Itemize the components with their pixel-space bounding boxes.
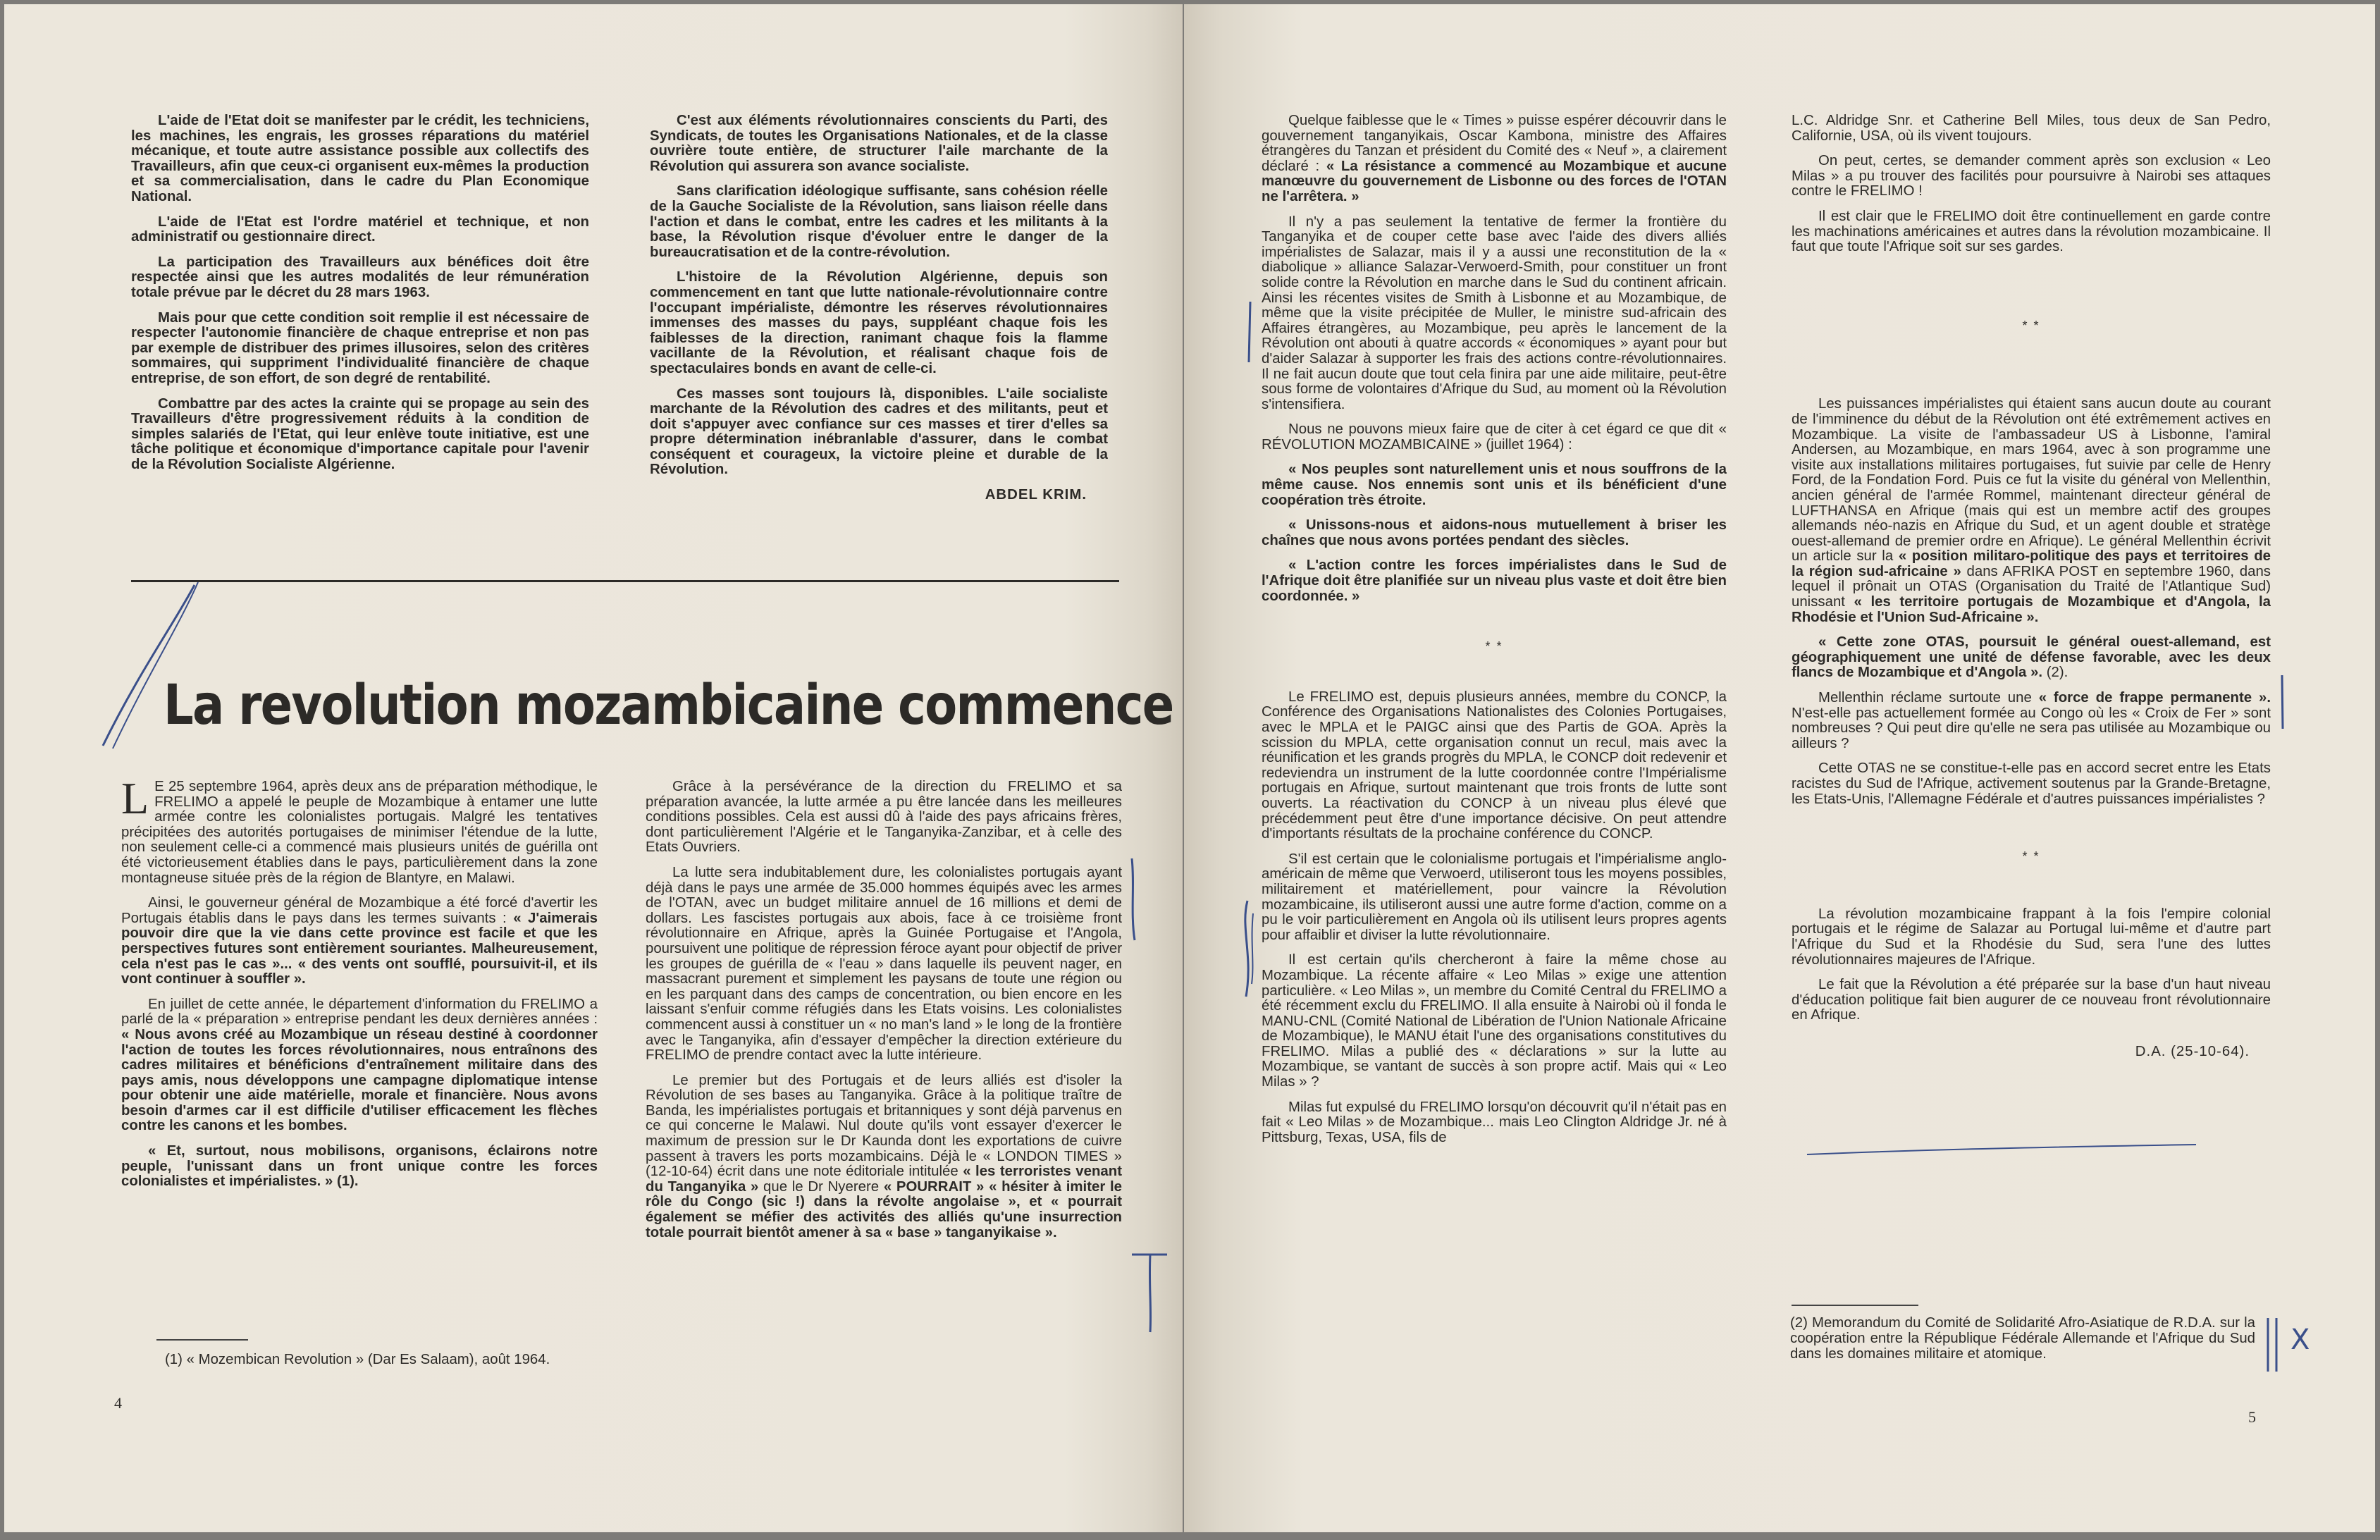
paragraph: Combattre par des actes la crainte qui se propage au sein des Travailleurs d'être progressivement réduits à la condition de simples salariés de l'Etat, qui leur enlève toute initiative, est une tâche politique et économique d'importance capitale pour l'avenir de la Révolution Socialiste Algérienne. [131,395,589,472]
section-divider [131,580,1119,582]
signature: D.A. (25-10-64). [2135,1043,2250,1059]
paragraph: En juillet de cette année, le département d'information du FRELIMO a parlé de la « préparation » entreprise pendant les deux dernières années : « Nous avons créé au Mozambique un réseau destiné à coordonner l'action de toutes les forces révolutionnaires, nous entraînons des cadres militaires et bénéficions d'entraînement militaire dans des pays amis, nous développons une campagne diplomatique intense pour obtenir une aide matérielle, morale et financière. Nous avons besoin d'armes car il est difficile d'utiliser efficacement les flèches contre les canons et les bombes. [121,996,598,1134]
drop-cap: L [121,780,149,823]
paragraph: « Et, surtout, nous mobilisons, organisons, éclairons notre peuple, l'unissant dans un front unique contre les forces colonialistes et impérialistes. » (1). [121,1143,598,1190]
margin-double-line-mark [2262,1317,2283,1373]
paragraph: On peut, certes, se demander comment après son exclusion « Leo Milas » a pu trouver des facilités pour poursuivre à Nairobi ses attaques contre le FRELIMO ! [1792,153,2271,199]
footnote: (2) Memorandum du Comité de Solidarité Afro-Asiatique de R.D.A. sur la coopération entre la République Fédérale Allemande et l'Afrique du Sud dans les domaines militaire et atomique. [1790,1315,2255,1362]
section-separator: * * [2022,318,2040,333]
paragraph: La participation des Travailleurs aux bénéfices doit être respectée ainsi que les autres modalités de leur rémunération totale prévue par le décret du 28 mars 1963. [131,254,589,300]
paragraph: C'est aux éléments révolutionnaires conscients du Parti, des Syndicats, de toutes les Organisations Nationales, et de la classe ouvrière toute entière, de structurer l'aile marchante de la Révolution qui assurera son avance socialiste. [650,113,1108,174]
left-page [4,4,1183,1532]
paragraph: Ainsi, le gouverneur général de Mozambique a été forcé d'avertir les Portugais établis dans le pays dans les termes suivants : « J'aimerais pouvoir dire que la vie dans cette province est facile et que les perspectives futures sont entièrement souriantes. Malheureusement, cela n'est pas le cas »... « des vents ont soufflé, poursuivit-il, et ils vont continuer à souffler ». [121,895,598,987]
margin-line-mark [1245,300,1256,364]
paragraph: « Cette zone OTAS, poursuit le général ouest-allemand, est géographiquement une unité de défense favorable, avec les deux flancs de Mozambique et d'Angola ». (2). [1792,634,2271,681]
paragraph: Il est certain qu'ils chercheront à faire la même chose au Mozambique. La récente affaire « Leo Milas » exige une attention particulière. « Leo Milas », un membre du Comité Central du FRELIMO a été récemment exclu du FRELIMO. Il alla ensuite à Nairobi où il fonda le MANU-CNL (Comité National de Libération de l'Union Nationale Africaine de Mozambique), le MANU était l'une des organisations constitutives du FRELIMO. Milas a publié des « déclarations » sur la lutte au Mozambique, se vantant de succès à son propre actif. Mais qui « Leo Milas » ? [1262,952,1727,1090]
margin-bracket-mark [1238,899,1259,998]
right-column-1 [1262,113,1727,1382]
article-column-1 [121,780,598,1336]
pen-underline-mark [1804,1139,2199,1160]
quote: « L'action contre les forces impérialistes dans le Sud de l'Afrique doit être planifiée sur un niveau plus vaste et doit être bien coordonnée. » [1262,558,1727,604]
left-top-column-2 [650,113,1108,533]
paragraph: L'histoire de la Révolution Algérienne, depuis son commencement en tant que lutte nationale-révolutionnaire contre l'occupant impérialiste, démontre les réserves révolutionnaires immenses des masses du pays, suppléant chaque fois les faiblesses de la direction, ranimant chaque fois la flamme vacillante de la Révolution, et réalisant chaque fois de spectaculaires bonds en avant de celle-ci. [650,269,1108,376]
margin-bracket-mark [1128,857,1142,942]
paragraph: Les puissances impérialistes qui étaient sans aucun doute au courant de l'imminence du début de la Révolution ont été extrêmement actives en Mozambique. La visite de l'ambassadeur US à Lisbonne, l'amiral Andersen, au Mozambique, en mars 1964, avec à son programme une visite aux installations militaires portugaises, fut suivie par celle de Henry Ford, de la Fondation Ford. Puis ce fut la visite du général von Mellenthin, ancien général de l'armée Rommel, maintenant directeur général de LUFTHANSA en Afrique (mais qui est un membre actif des groupes allemands néo-nazis en Afrique du Sud, et un agent double et stratège ouest-allemand de premier ordre en Afrique). Le général Mellenthin écrivit un article sur la « position militaro-politique des pays et territoires de la région sud-africaine » dans AFRIKA POST en septembre 1960, dans lequel il prônait un OTAS (Organisation du Traité de l'Atlantique Sud) unissant « les territoire portugais de Mozambique et d'Angola, la Rhodésie et l'Union Sud-Africaine ». [1792,396,2271,625]
paragraph: S'il est certain que le colonialisme portugais et l'impérialisme anglo-américain de même que Verwoerd, utiliseront tous les moyens possibles, militairement et matériellement, pour vaincre la Révolution mozambicaine, ils utiliseront aussi une autre forme d'action, comme on a pu le voir particulièrement en Angola où ils utilisent leurs propres agents pour affaiblir et diviser la lutte révolutionnaire. [1262,851,1727,943]
article-headline: La revolution mozambicaine commence [164,674,1173,737]
margin-line-mark [2276,674,2288,730]
paragraph: Le premier but des Portugais et de leurs alliés est d'isoler la Révolution de ses bases au Tanganyika. Grâce à la politique traître de Banda, les impérialistes portugais et britanniques y sont déjà parvenus en ce qui concerne le Malawi. Nul doute qu'ils vont essayer d'exercer le maximum de pression sur le Dr Kaunda dont les exportations de cuivre passent à travers les ports mozambicains. Déjà le « LONDON TIMES » (12-10-64) écrit dans une note éditoriale intitulée « les terroristes venant du Tanganyika » que le Dr Nyerere « POURRAIT » « hésiter à imiter le rôle du Congo (sic !) dans la révolte angolaise », et « pourrait également se méfier des activités des alliés qu'une insurrection totale pourrait bientôt amener à sa « base » tanganyikaise ». [646,1072,1122,1240]
section-separator: * * [1485,639,1503,654]
paragraph: La révolution mozambicaine frappant à la fois l'empire colonial portugais et le régime de Salazar au Portugal lui-même et d'autre part l'Afrique du Sud et la Rhodésie du Sud, sera l'une des luttes révolutionnaires majeures de l'Afrique. [1792,906,2271,968]
paragraph: Milas fut expulsé du FRELIMO lorsqu'on découvrit qu'il n'était pas en fait « Leo Milas » de Mozambique... mais Leo Clington Aldridge Jr. né à Pittsburg, Texas, USA, fils de [1262,1099,1727,1145]
signature: ABDEL KRIM. [985,487,1087,503]
page-number: 4 [114,1394,122,1412]
quote: « Nos peuples sont naturellement unis et nous souffrons de la même cause. Nos ennemis sont unis et ils bénéficient d'une coopération très étroite. [1262,462,1727,508]
paragraph: Nous ne pouvons mieux faire que de citer à cet égard ce que dit « RÉVOLUTION MOZAMBICAINE » (juillet 1964) : [1262,421,1727,452]
paragraph: Quelque faiblesse que le « Times » puisse espérer découvrir dans le gouvernement tanganyikais, Oscar Kambona, ministre des Affaires étrangères du Tanzan et président du Comité des « Neuf », a clairement déclaré : « La résistance a commencé au Mozambique et aucune manœuvre du gouvernement de Lisbonne ou des forces de l'OTAN ne l'arrêtera. » [1262,113,1727,204]
paragraph: L.C. Aldridge Snr. et Catherine Bell Miles, tous deux de San Pedro, Californie, USA, où ils vivent toujours. [1792,113,2271,144]
section-separator: * * [2022,849,2040,864]
footnote-rule [1792,1305,1918,1306]
left-top-column-1 [131,113,589,533]
paragraph: Sans clarification idéologique suffisante, sans cohésion réelle de la Gauche Socialiste de la Révolution, sans liaison réelle dans l'action et dans le combat, entre les cadres et les militants à la base, la Révolution risque d'évoluer entre le danger de la bureaucratisation et de la contre-révolution. [650,183,1108,260]
paragraph: L'aide de l'Etat est l'ordre matériel et technique, et non administratif ou gestionnaire direct. [131,214,589,245]
paragraph: L E 25 septembre 1964, après deux ans de préparation méthodique, le FRELIMO a appelé le peuple de Mozambique à entamer une lutte armée contre les colonialistes portugais. Malgré les tentatives précipitées des autorités portugaises de minimiser l'étendue de la lutte, non seulement celle-ci a commencé mais plusieurs unités de guérilla ont été victorieusement établies dans le pays, particulièrement dans la zone montagneuse située près de la région de Blantyre, en Malawi. [121,780,598,886]
quote: « Unissons-nous et aidons-nous mutuellement à briser les chaînes que nous avons portées pendant des siècles. [1262,517,1727,548]
paragraph: Mais pour que cette condition soit remplie il est nécessaire de respecter l'autonomie financière de chaque entreprise et non pas par exemple de distribuer des primes illusoires, selon des critères sommaires, qui suppriment l'individualité financière de chaque entreprise, de son effort, de son degré de rentabilité. [131,309,589,386]
paragraph: La lutte sera indubitablement dure, les colonialistes portugais ayant déjà dans le pays une armée de 35.000 hommes équipés avec les armes de l'OTAN, avec un budget militaire annuel de 16 millions et demi de dollars. Les fascistes portugais aux abois, face à ce troisième front révolutionnaire en Afrique, après la Guinée Portugaise et l'Angola, poursuivent une politique de répression féroce ayant pour objectif de priver les groupes de guérilla de « l'eau » dans laquelle ils peuvent nager, en massacrant purement et simplement les paysans de toute une région ou en les parquant dans des camps de concentration, ou bien encore en les laissant s'enfuir comme réfugiés dans les Etats voisins. Les colonialistes commencent aussi à constituer un « no man's land » le long de la frontière avec le Tanganyika, afin d'essayer d'empêcher la direction extérieure du FRELIMO de prendre contact avec la lutte intérieure. [646,864,1122,1064]
page-number: 5 [2248,1408,2256,1426]
paragraph: Il n'y a pas seulement la tentative de fermer la frontière du Tanganyika et de couper cette base avec l'aide des divers alliés impérialistes de Salazar, mais il y a aussi une reconstitution de la « diabolique » alliance Salazar-Verwoerd-Smith, pour constituer un front solide contre la Révolution en marche dans le Sud du continent africain. Ainsi les récentes visites de Smith à Lisbonne et au Mozambique, de même que la visite précipitée de Muller, le ministre sud-africain des Affaires étrangères, au Mozambique, peu après le lancement de la Révolution ont abouti à quatre accords « économiques » ayant pour but d'aider Salazar à supporter les frais des actions contre-révolutionnaires. Il ne fait aucun doute que tout cela finira par une aide militaire, peut-être sous forme de volontaires d'Afrique du Sud, au moment où la Révolution s'intensifiera. [1262,214,1727,412]
footnote-rule [156,1339,248,1341]
paragraph: Ces masses sont toujours là, disponibles. L'aile socialiste marchante de la Révolution des cadres et des militants, peut et doit s'appuyer avec confiance sur ces masses et tirer d'elles sa propre détermination inébranlable d'assurer, dans le combat conséquent et courageux, la victoire pleine et durable de la Révolution. [650,386,1108,478]
paragraph: Grâce à la persévérance de la direction du FRELIMO et sa préparation avancée, la lutte armée a pu être lancée dans les meilleures conditions possibles. Cela est aussi dû à l'aide des pays africains frères, dont particulièrement l'Algérie et le Tanganyika-Zanzibar, et à celle des Etats Ouvriers. [646,780,1122,856]
paragraph: Le fait que la Révolution a été préparée sur la base d'un haut niveau d'éducation politique fait bien augurer de ce nouveau front révolutionnaire en Afrique. [1792,977,2271,1023]
right-page [1184,4,2375,1532]
footnote: (1) « Mozembican Revolution » (Dar Es Salaam), août 1964. [165,1352,550,1367]
article-column-2 [646,780,1122,1379]
margin-x-mark: X [2290,1324,2310,1356]
paragraph: Il est clair que le FRELIMO doit être continuellement en garde contre les machinations américaines et autres dans la révolution mozambicaine. Il faut que toute l'Afrique soit sur ses gardes. [1792,208,2271,255]
paragraph: L'aide de l'Etat doit se manifester par le crédit, les techniciens, les machines, les engrais, les grosses réparations du matériel mécanique, et toute autre assistance possible aux collectifs des Travailleurs, afin que ceux-ci organisent eux-mêmes la production et sa commercialisation, dans le cadre du Plan Economique National. [131,113,589,204]
paragraph: Mellenthin réclame surtoute une « force de frappe permanente ». N'est-elle pas actuellement formée au Congo où les « Croix de Fer » sont nombreuses ? Qui peut dire qu'elle ne sera pas utilisée au Mozambique ou ailleurs ? [1792,690,2271,751]
paragraph: Cette OTAS ne se constitue-t-elle pas en accord secret entre les Etats racistes du Sud de l'Afrique, activement soutenus par la Grande-Bretagne, les Etats-Unis, l'Allemagne Fédérale et d'autres puissances impérialistes ? [1792,760,2271,807]
paragraph: Le FRELIMO est, depuis plusieurs années, membre du CONCP, la Conférence des Organisations Nationalistes des Colonies Portugaises, avec le MPLA et le PAIGC ainsi que des Partis de GOA. Après la scission du MPLA, cette organisation connut un recul, mais avec la réunification et les grands progrès du MPLA, le CONCP doit redevenir et redeviendra un instrument de la lutte coordonnée contre l'Impérialisme portugais en Afrique, surtout maintenant que trois fronts de lutte sont ouverts. La réactivation du CONCP à un niveau plus élevé que précédemment peut être d'une importance décisive. On peut attendre d'importants résultats de la prochaine conférence du CONCP. [1262,689,1727,842]
margin-t-mark [1129,1250,1171,1335]
